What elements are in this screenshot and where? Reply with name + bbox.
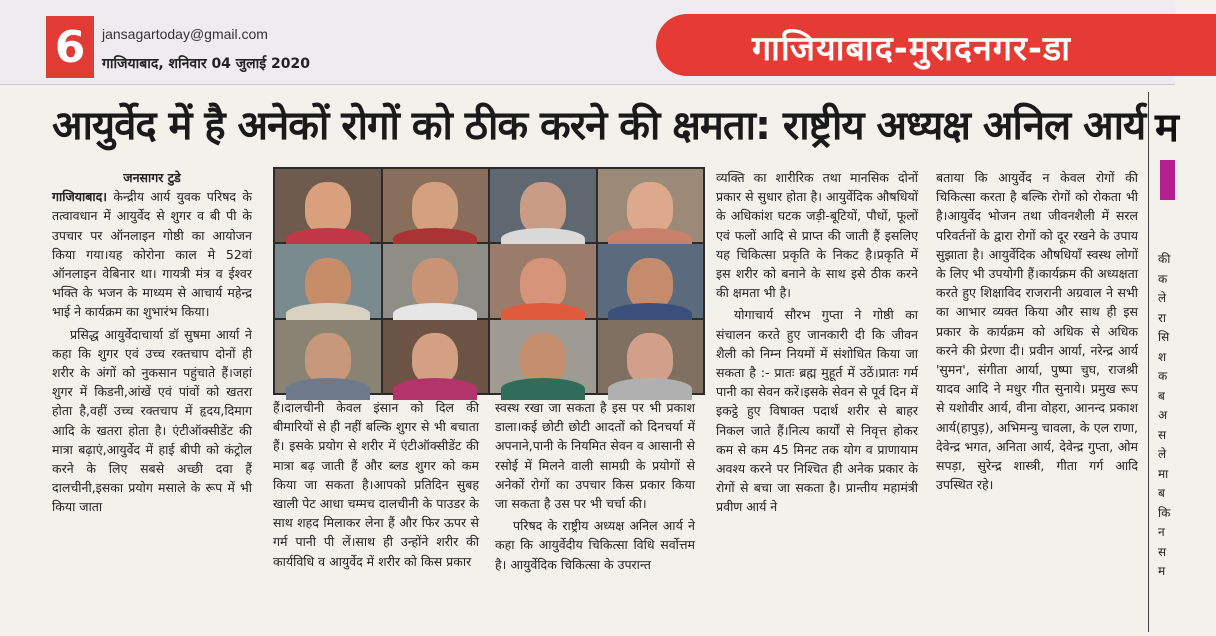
column-5-para-1: बताया कि आयुर्वेद न केवल रोगों की चिकित्सा करता है बल्कि रोगों को रोकता भी है।आयुर्वेद भोजन तथा जीवनशैली में सरल परिवर्तनों के द्वारा रोगों को दूर रखने के उपाय सुझाता है। आयुर्वेदिक औषधियाँ स्वस्थ लोगों के लिए भी उपयोगी हैं।कार्यक्रम की अध्यक्षता करते हुए शिक्षाविद राजरानी अग्रवाल ने सभी का आभार व्यक्त किया और साथ ही इस प्रकार के कार्यक्रम को अधिक से अधिक करने की प्रेरणा दी। प्रवीन आर्या, नरेन्द्र आर्य 'सुमन', संगीता आर्या, पुष्पा चुघ, राजश्री यादव आदि ने मधुर गीत सुनाये। प्रमुख रूप से यशोवीर आर्य, वीना वोहरा, आनन्द प्रकाश आर्य(हापुड़), अभिमन्यु चावला, के एल राणा, देवेन्द्र भगत, अनिता आर्य, देवेन्द्र गुप्ता, ओम सपड़ा, सुरेन्द्र शास्त्री, गीता गर्ग आदि उपस्थित रहे।: [936, 170, 1138, 493]
participant-photo: [275, 320, 381, 393]
contact-email: jansagartoday@gmail.com: [102, 26, 268, 42]
column-2-para-1: हैं।दालचीनी केवल इंसान को दिल की बीमारियों से ही नहीं बल्कि शुगर से भी बचाता हैं। इसके प्रयोग से शरीर में एंटीऑक्सीडेंट की मात्रा बढ़ जाती हैं और ब्लड शुगर को कम किया जा सकता है।आपको प्रतिदिन सुबह खाली पेट आधा चम्मच दालचीनी के पाउडर के साथ शहद मिलाकर लेना हैं और फिर ऊपर से गर्म पानी पी लें।साथ ही उन्होंने शरीर की कार्यविधि व आयुर्वेद में शरीर को किस प्रकार: [273, 400, 479, 569]
place-label: गाजियाबाद।: [52, 189, 108, 205]
article-column-5: [936, 168, 1138, 628]
masthead: [0, 0, 1175, 85]
column-3-para-1: स्वस्थ रखा जा सकता है इस पर भी प्रकाश डाला।कई छोटी छोटी आदतों को दिनचर्या में अपनाने,पानी के नियमित सेवन व आसानी से रसोई में मिलने वाली सामग्री के प्रयोगों से अनेकों रोगों का उपचार किस प्रकार किया जा सकता है उस पर भी चर्चा की।: [495, 400, 695, 512]
participant-photo: [490, 320, 596, 393]
webinar-participants-collage: [273, 167, 705, 395]
column-4-para-1: व्यक्ति का शारीरिक तथा मानसिक दोनों प्रकार से सुधार होता है। आयुर्वेदिक औषधियों के अधिकांश घटक जड़ी-बूटियों, पौधों, फूलों एवं फलों आदि से प्राप्त की जाती हैं इसलिए यह चिकित्सा प्रकृति के निकट है।प्रकृति में इस शरीर को बनाने के साथ इसे ठीक करने की क्षमता भी है।: [716, 170, 918, 301]
participant-photo: [598, 244, 704, 317]
participant-photo: [490, 169, 596, 242]
participant-photo: [275, 169, 381, 242]
page-number: 6: [46, 16, 94, 78]
side-accent-strip: [1160, 160, 1175, 200]
column-1-para-2: प्रसिद्ध आयुर्वेदाचार्या डॉ सुषमा आर्या ने कहा कि शुगर एवं उच्च रक्तचाप दोनों ही शरीर के अंगों को नुकसान पहुंचाते हैं।जहां शुगर में किडनी,आंखें एवं पांवों को खतरा होता है,वहीं उच्च रक्तचाप में हृदय,दिमाग आदि के खतरा होता है। एंटीऑक्सीडेंट की मात्रा बढ़ाएं,आयुर्वेद में हाई बीपी को कंट्रोल करने के लिए सबसे अच्छी दवा हैं दालचीनी,इसका प्रयोग मसाले के रूप में भी किया जाता: [52, 326, 252, 515]
column-3-para-2: परिषद के राष्ट्रीय अध्यक्ष अनिल आर्य ने कहा कि आयुर्वेदीय चिकित्सा विधि सर्वोत्तम है। आयुर्वेदिक चिकित्सा के उपरान्त: [495, 518, 695, 572]
dateline: गाजियाबाद, शनिवार 04 जुलाई 2020: [102, 56, 311, 72]
participant-photo: [598, 169, 704, 242]
participant-photo: [598, 320, 704, 393]
article-column-2: [273, 398, 479, 628]
byline: जनसागर टुडे: [123, 170, 181, 185]
side-headline-fragment: म: [1155, 105, 1179, 151]
column-1-para-1: [52, 187, 252, 321]
section-banner-label: गाजियाबाद-मुरादनगर-डा: [752, 29, 1072, 69]
column-divider: [1148, 92, 1149, 632]
column-4-para-2: योगाचार्य सौरभ गुप्ता ने गोष्ठी का संचालन करते हुए जानकारी दी कि जीवन शैली को निम्न नियमों में संशोधित किया जा सकता है :- प्रातः ब्रह्म मुहूर्त में उठें।प्रातः गर्म पानी का सेवन करें।इसके सेवन से पूर्व दिन में इकट्ठे हुए विषाक्त पदार्थ शरीर से बाहर निकल जाते हैं।नित्य कार्यों से निवृत्त होकर कम से कम 45 मिनट तक योग व प्राणायाम अवश्य करने पर निश्चित ही अनेक प्रकार के रोगों से बचा जा सकता है। प्रान्तीय महामंत्री प्रवीण आर्य ने: [716, 307, 918, 515]
side-column-text: की क ले रा सि श क ब अ स ले मा ब कि न स म: [1158, 252, 1171, 578]
article-column-1: [52, 168, 252, 628]
article-headline: आयुर्वेद में है अनेकों रोगों को ठीक करने की क्षमता: राष्ट्रीय अध्यक्ष अनिल आर्य: [52, 103, 1146, 149]
participant-photo: [490, 244, 596, 317]
article-column-4: [716, 168, 918, 628]
participant-photo: [383, 320, 489, 393]
section-banner: [656, 14, 1216, 76]
participant-photo: [383, 244, 489, 317]
column-1-text-1: केन्द्रीय आर्य युवक परिषद के तत्वावधान में आयुर्वेद से शुगर व बी पी के उपचार पर ऑनलाइन गोष्ठी का आयोजन किया गया।यह कोरोना काल मे 52वां ऑनलाइन वेबिनार था। गायत्री मंत्र व ईश्वर भक्ति के भजन के माध्यम से आचार्य महेन्द्र भाई ने कार्यक्रम का शुभारंभ किया।: [52, 189, 252, 320]
article-column-3: [495, 398, 695, 628]
participant-photo: [275, 244, 381, 317]
participant-photo: [383, 169, 489, 242]
